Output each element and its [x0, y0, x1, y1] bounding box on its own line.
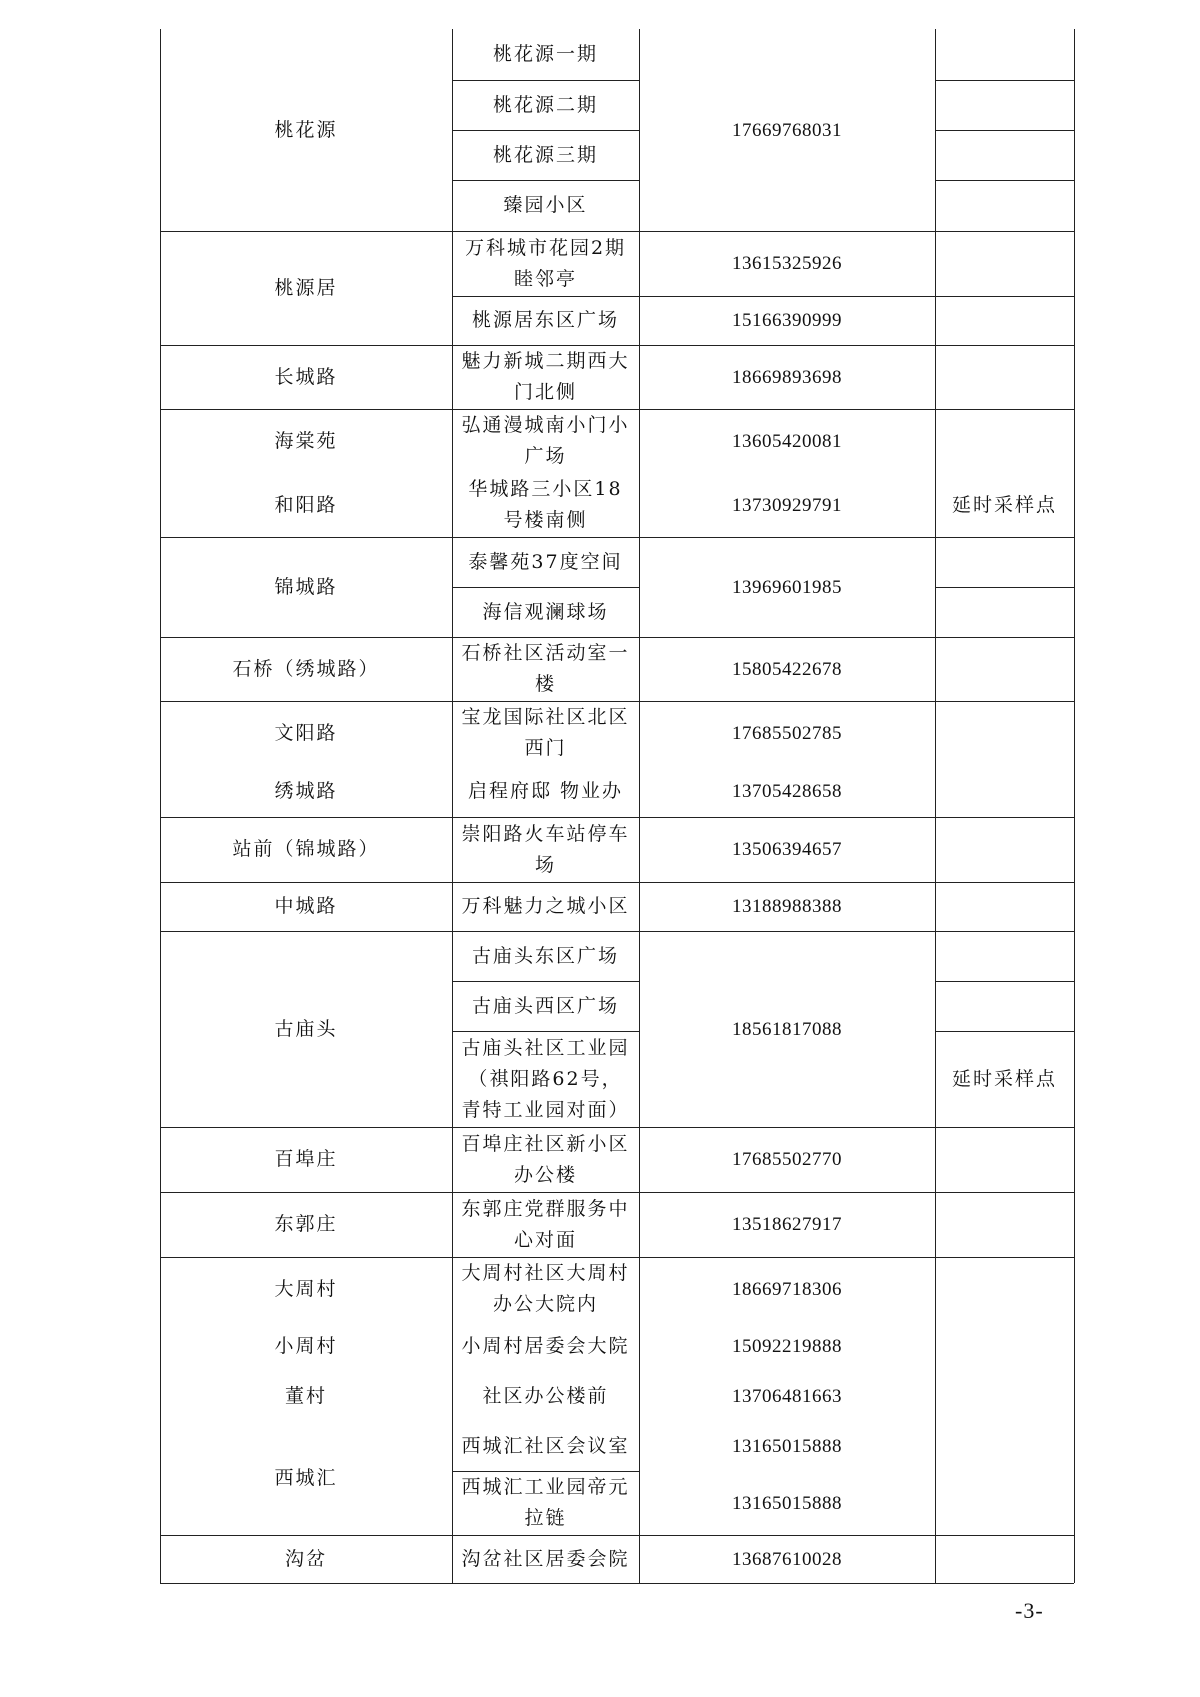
site-cell: 万科魅力之城小区 [461, 895, 630, 917]
community-cell: 沟岔 [284, 1547, 327, 1570]
community-cell: 站前（锦城路） [232, 838, 380, 860]
site-cell: 西城汇工业园帝元拉链 [461, 1476, 630, 1529]
grid-line [160, 29, 161, 1583]
grid-line [452, 296, 935, 297]
site-cell: 臻园小区 [503, 194, 588, 216]
grid-line [160, 537, 1074, 538]
grid-line [935, 981, 1074, 982]
site-cell: 宝龙国际社区北区西门 [461, 706, 630, 759]
grid-line [1074, 29, 1075, 1583]
phone-cell: 17685502785 [732, 722, 842, 744]
phone-cell: 17685502770 [732, 1149, 842, 1170]
phone-cell: 13605420081 [732, 430, 842, 452]
grid-line [160, 409, 1074, 410]
grid-line [160, 817, 1074, 818]
site-cell: 万科城市花园2期睦邻亭 [464, 236, 627, 290]
phone-cell: 18561817088 [732, 1018, 842, 1040]
community-cell: 西城汇 [274, 1466, 338, 1489]
community-cell: 海棠苑 [274, 429, 338, 452]
community-cell: 桃花源 [274, 118, 338, 141]
phone-cell: 13706481663 [732, 1386, 842, 1407]
grid-line [452, 587, 639, 588]
phone-cell: 13165015888 [732, 1492, 842, 1514]
community-cell: 小周村 [274, 1335, 338, 1357]
site-cell: 华城路三小区18号楼南侧 [468, 478, 623, 531]
community-cell: 董村 [284, 1385, 327, 1407]
community-cell: 文阳路 [274, 721, 338, 744]
note-cell: 延时采样点 [951, 1067, 1057, 1090]
grid-line [935, 29, 936, 1583]
site-cell: 西城汇社区会议室 [461, 1434, 630, 1457]
grid-line [452, 80, 639, 81]
grid-line [452, 981, 639, 982]
community-cell: 长城路 [274, 365, 338, 388]
grid-line [935, 180, 1074, 181]
community-cell: 大周村 [274, 1277, 338, 1300]
grid-line [160, 882, 1074, 883]
phone-cell: 13615325926 [732, 253, 842, 274]
community-cell: 古庙头 [274, 1017, 338, 1040]
site-cell: 桃花源一期 [492, 43, 598, 65]
grid-line [452, 29, 453, 1583]
site-cell: 古庙头西区广场 [471, 994, 619, 1017]
phone-cell: 18669893698 [732, 366, 842, 388]
community-cell: 百埠庄 [274, 1148, 338, 1170]
site-cell: 魅力新城二期西大门北侧 [461, 350, 630, 403]
grid-line [160, 1535, 1074, 1536]
phone-cell: 13730929791 [732, 494, 842, 516]
community-cell: 绣城路 [274, 779, 338, 802]
note-cell: 延时采样点 [951, 493, 1057, 516]
site-cell: 东郭庄党群服务中心对面 [461, 1197, 630, 1251]
grid-line [935, 296, 1074, 297]
phone-cell: 15805422678 [732, 658, 842, 680]
grid-line [160, 1127, 1074, 1128]
grid-line [935, 80, 1074, 81]
community-cell: 东郭庄 [274, 1213, 338, 1235]
site-cell: 石桥社区活动室一楼 [461, 642, 630, 695]
site-cell: 沟岔社区居委会院 [461, 1547, 630, 1570]
phone-cell: 13518627917 [732, 1214, 842, 1235]
phone-cell: 17669768031 [732, 119, 842, 141]
phone-cell: 13687610028 [732, 1548, 842, 1570]
grid-line [160, 931, 1074, 932]
grid-line [160, 1192, 1074, 1193]
site-cell: 古庙头社区工业园（祺阳路62号，青特工业园对面） [461, 1036, 630, 1121]
site-cell: 大周村社区大周村办公大院内 [461, 1262, 630, 1315]
sampling-sites-table [160, 29, 1074, 1583]
page-number: -3- [1015, 1598, 1044, 1623]
grid-line [160, 345, 1074, 346]
site-cell: 弘通漫城南小门小广场 [461, 414, 630, 467]
community-cell: 和阳路 [274, 493, 338, 516]
phone-cell: 13188988388 [732, 896, 842, 917]
grid-line [935, 130, 1074, 131]
phone-cell: 13969601985 [732, 576, 842, 598]
site-cell: 社区办公楼前 [482, 1385, 609, 1407]
grid-line [160, 701, 1074, 702]
site-cell: 启程府邸 物业办 [467, 779, 624, 802]
site-cell: 桃花源三期 [492, 143, 598, 166]
phone-cell: 13506394657 [732, 839, 842, 860]
phone-cell: 13165015888 [732, 1435, 842, 1457]
site-cell: 海信观澜球场 [482, 600, 609, 623]
community-cell: 中城路 [274, 895, 338, 917]
grid-line [935, 1031, 1074, 1032]
site-cell: 崇阳路火车站停车场 [461, 822, 630, 876]
grid-line [452, 1471, 639, 1472]
phone-cell: 15166390999 [732, 310, 842, 331]
grid-line [160, 231, 1074, 232]
grid-line [452, 1031, 639, 1032]
grid-line [452, 180, 639, 181]
grid-line [935, 587, 1074, 588]
grid-line [639, 29, 640, 1583]
phone-cell: 13705428658 [732, 780, 842, 802]
community-cell: 锦城路 [274, 575, 338, 598]
site-cell: 桃源居东区广场 [471, 309, 619, 331]
grid-line [160, 1257, 1074, 1258]
site-cell: 古庙头东区广场 [471, 944, 619, 967]
phone-cell: 15092219888 [732, 1336, 842, 1357]
grid-line [452, 130, 639, 131]
grid-line [160, 1583, 1074, 1584]
site-cell: 小周村居委会大院 [461, 1335, 630, 1357]
site-cell: 桃花源二期 [492, 93, 598, 116]
site-cell: 百埠庄社区新小区办公楼 [461, 1132, 630, 1186]
phone-cell: 18669718306 [732, 1278, 842, 1300]
grid-line [160, 637, 1074, 638]
community-cell: 石桥（绣城路） [232, 657, 380, 680]
site-cell: 泰馨苑37度空间 [468, 550, 623, 573]
community-cell: 桃源居 [274, 276, 338, 299]
